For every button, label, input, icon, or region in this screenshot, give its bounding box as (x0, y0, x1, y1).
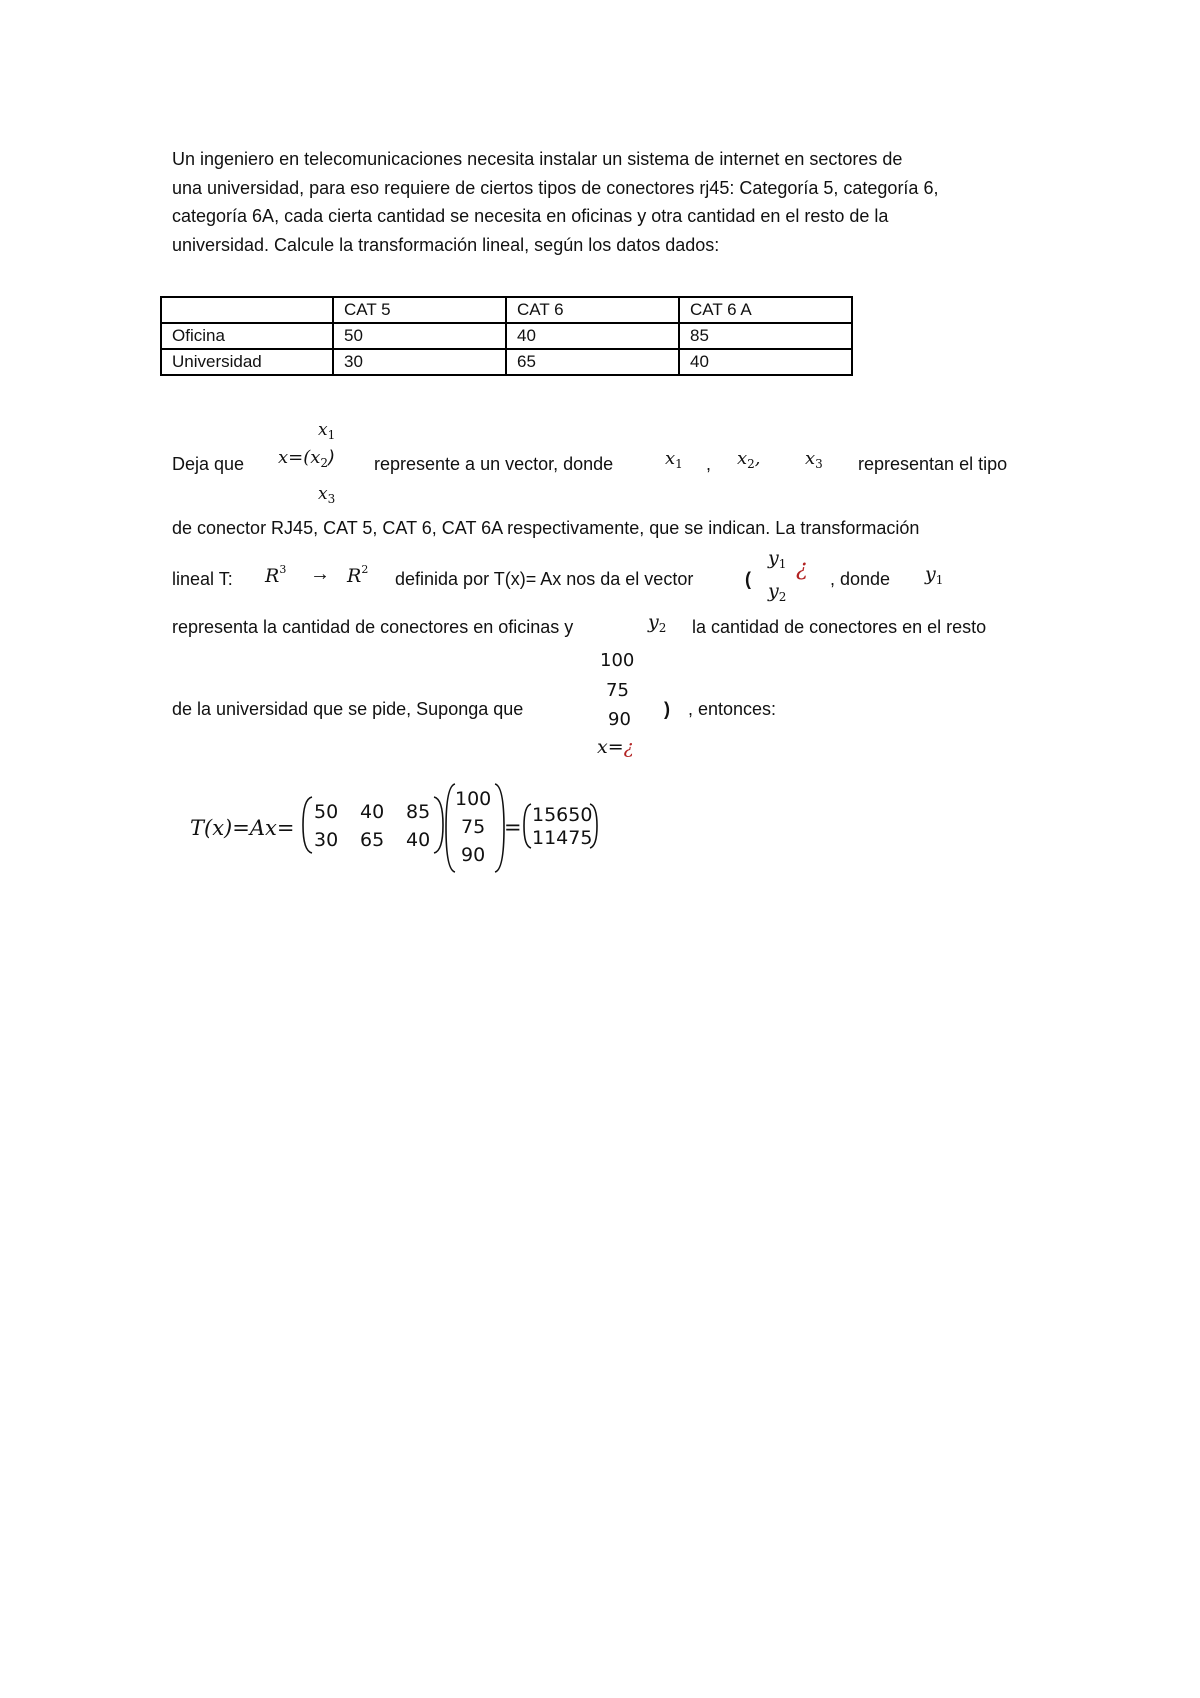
var-y1: $y_1$ (925, 563, 944, 587)
vector-cell: 90 (461, 844, 486, 866)
definida-text: definida por T(x)= Ax nos da el vector (395, 569, 694, 589)
problem-statement (172, 145, 1052, 259)
var-x: x (318, 420, 328, 440)
equation-lhs: T(x)=Ax= (190, 816, 295, 840)
statement-line-3: categoría 6A, cada cierta cantidad se necesita en oficinas y otra cantidad en el resto de la (172, 206, 889, 226)
comma: , (706, 454, 712, 474)
vector-value-2: 75 (606, 680, 629, 701)
var-y2: $y_2$ (648, 611, 667, 635)
vector-x-equation (278, 447, 335, 470)
open-paren: ( (745, 569, 751, 589)
lineal-t-text: lineal T: (172, 569, 233, 589)
broken-glyph: ¿ (796, 556, 808, 581)
representan-text: representan el tipo (858, 454, 1008, 474)
table-header-cell (161, 297, 333, 323)
r2-symbol: $R^2$ (347, 563, 369, 587)
vector-value-3: 90 (608, 709, 631, 730)
matrix-left-bracket (300, 795, 314, 855)
statement-line-4: universidad. Calcule la transformación lineal, según los datos dados: (172, 234, 720, 255)
table-cell: Universidad (161, 349, 333, 375)
arrow-icon: → (310, 563, 330, 585)
table-cell: 65 (506, 349, 679, 375)
vector-x-entry-1 (318, 420, 335, 442)
matrix-cell: 30 (314, 829, 339, 851)
var-x2: $x_2$, (737, 448, 761, 471)
equals-sign: = (504, 815, 522, 839)
broken-glyph: ¿ (623, 736, 634, 758)
table-cell: 40 (679, 349, 852, 375)
vector-cell: 100 (455, 788, 492, 810)
table-cell: 85 (679, 323, 852, 349)
connectors-table (160, 296, 853, 376)
sentence-2: de conector RJ45, CAT 5, CAT 6, CAT 6A respectivamente, que se indican. La transformación (172, 518, 920, 538)
statement-line-1: Un ingeniero en telecomunicaciones necesita instalar un sistema de internet en sectores de (172, 149, 903, 169)
result-right-bracket (588, 802, 600, 850)
donde-text: , donde (830, 569, 891, 589)
table-row (161, 323, 852, 349)
vector-x-entry-2: $x_2$ (310, 447, 329, 470)
table-header-cell: CAT 6 (506, 297, 679, 323)
table-header-cell: CAT 5 (333, 297, 506, 323)
vector-y-entry-2: $y_2$ (768, 580, 787, 604)
statement-line-2: una universidad, para eso requiere de ciertos tipos de conectores rj45: Categoría 5, categoría 6, (172, 177, 939, 198)
close-paren: ) (664, 699, 670, 719)
vector-x-entry-3: $x_3$ (318, 484, 336, 506)
result-cell: 15650 (532, 804, 593, 826)
sub-1: 1 (327, 428, 336, 442)
result-cell: 11475 (532, 827, 593, 849)
entonces-text: , entonces: (688, 699, 777, 719)
vector-cell: 75 (461, 816, 486, 838)
matrix-cell: 65 (360, 829, 385, 851)
r3-symbol: $R^3$ (265, 563, 287, 587)
var-x1: $x_1$ (665, 448, 683, 471)
deja-que-text: Deja que (172, 454, 245, 474)
represente-text: represente a un vector, donde (374, 454, 614, 474)
x-equals: x=¿ (597, 736, 634, 758)
close-paren: ) (328, 447, 336, 468)
table-cell: Oficina (161, 323, 333, 349)
table-cell: 40 (506, 323, 679, 349)
matrix-cell: 40 (406, 829, 431, 851)
table-cell: 30 (333, 349, 506, 375)
representa-text: representa la cantidad de conectores en oficinas y (172, 617, 574, 637)
matrix-cell: 50 (314, 801, 339, 823)
matrix-cell: 85 (406, 801, 431, 823)
matrix-a-row-1 (314, 801, 338, 823)
suponga-text: de la universidad que se pide, Suponga que (172, 699, 524, 719)
x-equals-open: x=( (278, 447, 311, 468)
var-x3: $x_3$ (805, 448, 823, 471)
table-row (161, 349, 852, 375)
vector-y-entry-1: $y_1$ (768, 547, 787, 571)
resto-text: la cantidad de conectores en el resto (692, 617, 987, 637)
vector-value-1: 100 (600, 650, 635, 671)
table-cell: 50 (333, 323, 506, 349)
table-header-row (161, 297, 852, 323)
table-header-cell: CAT 6 A (679, 297, 852, 323)
matrix-cell: 40 (360, 801, 385, 823)
